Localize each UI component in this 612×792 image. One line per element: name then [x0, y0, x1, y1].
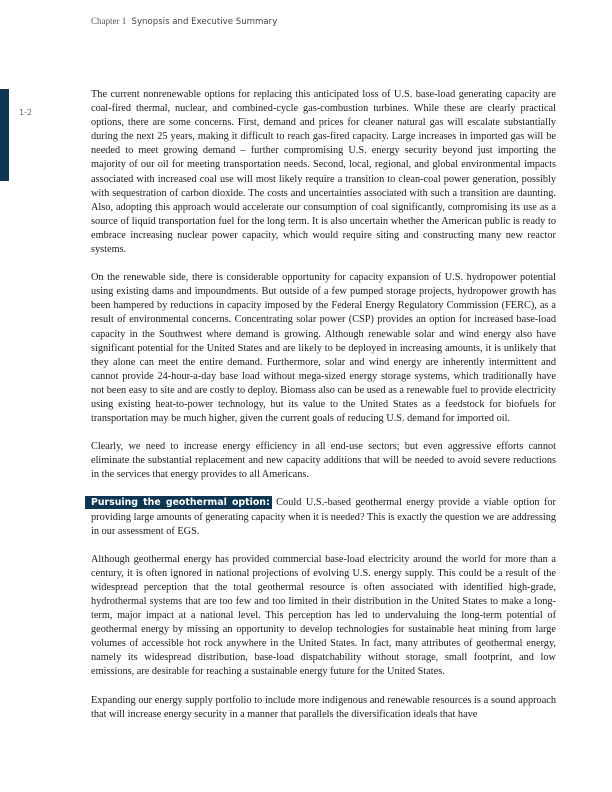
running-header — [91, 16, 277, 27]
chapter-title: Synopsis and Executive Summary — [131, 17, 278, 27]
margin-accent-bar — [0, 89, 9, 181]
chapter-label: Chapter 1 — [91, 16, 127, 26]
body-text — [91, 88, 556, 736]
run-in-heading: Pursuing the geothermal option: — [85, 496, 272, 509]
geothermal-question-text: Could U.S.-based geothermal energy provide a viable option for providing large amounts of generating capacity when it is needed? This is exactly the question we are addressing in our assessment of EGS. — [91, 497, 556, 537]
paragraph-renewable-side: On the renewable side, there is considerable opportunity for capacity expansion of U.S. hydropower potential using existing dams and impoundments. But outside of a few pumped storage projects, hydropower growth has been hampered by reductions in capacity imposed by the Federal Energy Regulatory Commission (FERC), as a result of environmental concerns. Concentrating solar power (CSP) provides an option for increased base-load capacity in the Southwest where demand is growing. Although renewable solar and wind energy also have significant potential for the United States and are likely to be deployed in increasing amounts, it is unlikely that they alone can meet the entire demand. Furthermore, solar and wind energy are inherently intermittent and cannot provide 24-hour-a-day base load without mega-sized energy storage systems, which traditionally have not been easy to site and are costly to deploy. Biomass also can be used as a renewable fuel to provide electricity using existing heat-to-power technology, but its value to the United States as a feedstock for biofuels for transportation may be much higher, given the current goals of reducing U.S. demand for imported oil. — [91, 272, 556, 425]
paragraph-energy-portfolio: Expanding our energy supply portfolio to include more indigenous and renewable resources is a sound approach that will increase energy security in a manner that parallels the diversification ideals that have — [91, 694, 556, 720]
paragraph-energy-efficiency: Clearly, we need to increase energy efficiency in all end-use sectors; but even aggressive efforts cannot eliminate the substantial replacement and new capacity additions that will be needed to avoid severe reductions in the services that energy provides to all Americans. — [91, 441, 556, 481]
paragraph-geothermal-option — [91, 496, 556, 538]
paragraph-nonrenewable-options: The current nonrenewable options for replacing this anticipated loss of U.S. base-load generating capacity are coal-fired thermal, nuclear, and combined-cycle gas-combustion turbines. While these are clearly practical options, there are some concerns. First, demand and prices for cleaner natural gas will escalate substantially during the next 25 years, making it difficult to reach gas-fired capacity. Large increases in imported gas will be needed to meet growing demand – further compromising U.S. energy security beyond just importing the majority of our oil for meeting transportation needs. Second, local, regional, and global environmental impacts associated with increased coal use will most likely require a transition to clean-coal power generation, possibly with sequestration of carbon dioxide. The costs and uncertainties associated with such a transition are daunting. Also, adopting this approach would accelerate our consumption of coal significantly, compromising its use as a source of liquid transportation fuel for the long term. It is also uncertain whether the American public is ready to embrace increasing nuclear power capacity, which would require siting and constructing many new reactor systems. — [91, 89, 556, 256]
paragraph-geothermal-history: Although geothermal energy has provided commercial base-load electricity around the world for more than a century, it is often ignored in national projections of evolving U.S. energy supply. This could be a result of the widespread perception that the total geothermal resource is often associated with identified high-grade, hydrothermal systems that are too few and too limited in their distribution in the United States to make a long-term, major impact at a national level. This perception has led to undervaluing the long-term potential of geothermal energy by missing an opportunity to develop technologies for sustainable heat mining from large volumes of accessible hot rock anywhere in the United States. In fact, many attributes of geothermal energy, namely its widespread distribution, base-load dispatchability without storage, small footprint, and low emissions, are desirable for reaching a sustainable energy future for the United States. — [91, 553, 556, 678]
page-number: 1-2 — [19, 108, 33, 117]
